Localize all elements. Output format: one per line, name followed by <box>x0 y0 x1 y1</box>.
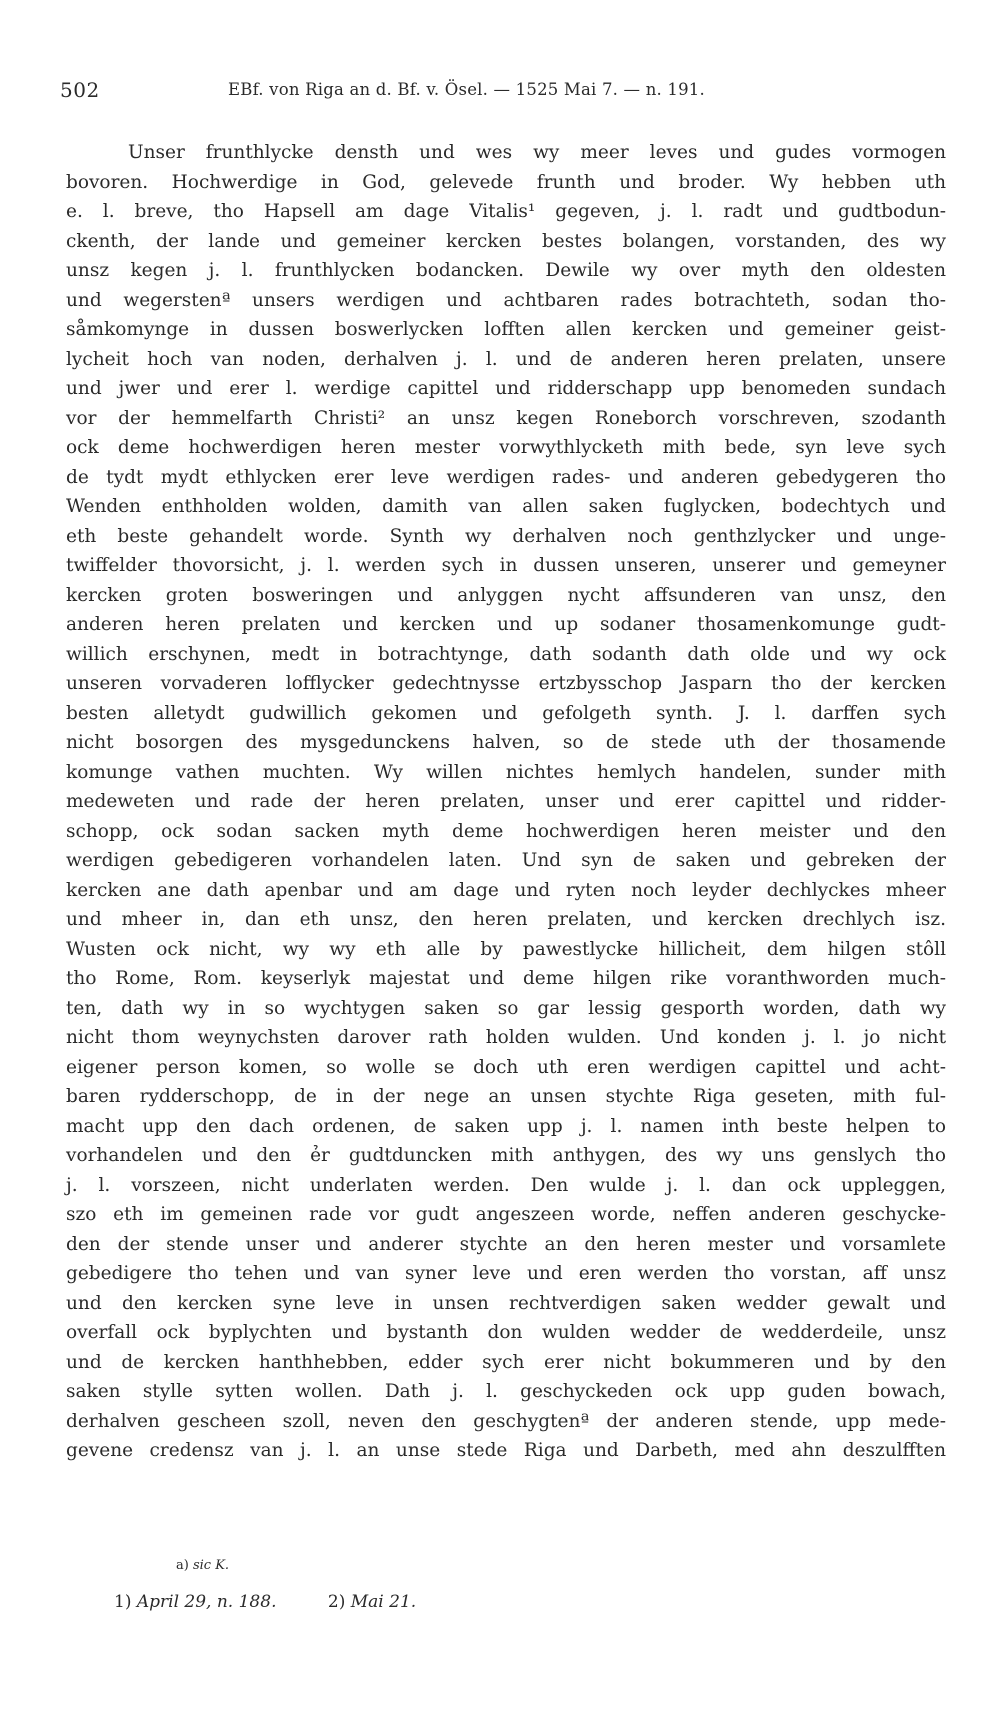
text-line: kercken groten bosweringen und anlyggen nycht affsunderen van unsz, den <box>66 584 946 606</box>
footnote-1-text: April 29, n. 188. <box>136 1592 277 1612</box>
text-line: nicht bosorgen des mysgedunckens halven, so de stede uth der thosamende <box>66 732 946 753</box>
text-line: nicht thom weynychsten darover rath holden wulden. Und konden j. l. jo nicht <box>66 1027 946 1048</box>
page-number: 502 <box>60 78 100 102</box>
text-line: medeweten und rade der heren prelaten, unser und erer capittel und ridder- <box>66 791 946 812</box>
text-line: gevene credensz van j. l. an unse stede Riga und Darbeth, med ahn deszulfften <box>66 1440 946 1461</box>
text-line: besten alletydt gudwillich gekomen und gefolgeth synth. J. l. darffen sych <box>66 702 946 724</box>
footnote-1 <box>114 1589 276 1615</box>
text-line: macht upp den dach ordenen, de saken upp j. l. namen inth beste helpen to <box>66 1115 946 1137</box>
text-line: bovoren. Hochwerdige in God, gelevede frunth und broder. Wy hebben uth <box>66 171 946 193</box>
text-line: und de kercken hanthhebben, edder sych erer nicht bokummeren und by den <box>66 1351 946 1373</box>
text-line: de tydt mydt ethlycken erer leve werdigen rades- und anderen gebedygeren tho <box>66 466 946 488</box>
text-line: und wegerstenª unsers werdigen und achtbaren rades botrachteth, sodan tho- <box>66 289 946 311</box>
text-line: eigener person komen, so wolle se doch uth eren werdigen capittel und acht- <box>66 1056 946 1078</box>
text-line: szo eth im gemeinen rade vor gudt angeszeen worde, neffen anderen geschycke- <box>66 1204 946 1225</box>
text-line: tho Rome, Rom. keyserlyk majestat und deme hilgen rike voranthworden much- <box>66 968 946 989</box>
textual-note <box>66 1555 946 1577</box>
text-line: werdigen gebedigeren vorhandelen laten. Und syn de saken und gebreken der <box>66 850 946 871</box>
text-line: und mheer in, dan eth unsz, den heren prelaten, und kercken drechlych isz. <box>66 909 946 930</box>
text-line: derhalven gescheen szoll, neven den geschygtenª der anderen stende, upp mede- <box>66 1410 946 1432</box>
footnote-2 <box>328 1589 416 1615</box>
text-line: vorhandelen und den ẻr gudtduncken mith anthygen, des wy uns genslych tho <box>66 1145 946 1166</box>
text-line: Wenden enthholden wolden, damith van allen saken fuglycken, bodechtych und <box>66 496 946 517</box>
text-line: unsz kegen j. l. frunthlycken bodancken. Dewile wy over myth den oldesten <box>66 260 946 281</box>
footnote-2-marker: 2) <box>327 1592 346 1612</box>
text-line: Wusten ock nicht, wy wy eth alle by pawestlycke hillicheit, dem hilgen stôll <box>66 938 946 960</box>
footnote-2-text: Mai 21. <box>350 1592 417 1612</box>
textual-note-marker: a) <box>176 1558 189 1573</box>
text-line: overfall ock byplychten und bystanth don wulden wedder de wedderdeile, unsz <box>66 1322 946 1343</box>
text-line: gebedigere tho tehen und van syner leve und eren werden tho vorstan, aff unsz <box>66 1263 946 1284</box>
text-line: e. l. breve, tho Hapsell am dage Vitalis¹ gegeven, j. l. radt und gudtbodun- <box>66 201 946 222</box>
text-line: unseren vorvaderen lofflycker gedechtnysse ertzbysschop Jasparn tho der kercken <box>66 673 946 694</box>
text-line: Unser frunthlycke densth und wes wy meer leves und gudes vormogen <box>128 142 946 163</box>
text-line: såmkomynge in dussen boswerlycken lofften allen kercken und gemeiner geist- <box>66 319 946 340</box>
text-line: j. l. vorszeen, nicht underlaten werden. Den wulde j. l. dan ock uppleggen, <box>66 1174 946 1196</box>
text-line: den der stende unser und anderer stychte an den heren mester und vorsamlete <box>66 1233 946 1255</box>
document-body <box>66 138 946 1466</box>
text-line: und jwer und erer l. werdige capittel und ridderschapp upp benomeden sundach <box>66 378 946 399</box>
text-line: und den kercken syne leve in unsen rechtverdigen saken wedder gewalt und <box>66 1292 946 1314</box>
text-line: twiffelder thovorsicht, j. l. werden sych in dussen unseren, unserer und gemeyner <box>66 555 946 576</box>
text-line: baren rydderschopp, de in der nege an unsen stychte Riga geseten, mith ful- <box>66 1086 946 1107</box>
text-line: kercken ane dath apenbar und am dage und ryten noch leyder dechlyckes mheer <box>66 879 946 901</box>
text-line: saken stylle sytten wollen. Dath j. l. geschyckeden ock upp guden bowach, <box>66 1381 946 1402</box>
running-head: EBf. von Riga an d. Bf. v. Ösel. — 1525 Mai 7. — n. 191. <box>228 80 705 99</box>
text-line: komunge vathen muchten. Wy willen nichtes hemlych handelen, sunder mith <box>66 761 946 783</box>
page-header <box>60 74 940 110</box>
text-line: eth beste gehandelt worde. Synth wy derhalven noch genthzlycker und unge- <box>66 525 946 547</box>
text-line: lycheit hoch van noden, derhalven j. l. und de anderen heren prelaten, unsere <box>66 348 946 370</box>
footnote-1-marker: 1) <box>114 1592 132 1612</box>
text-line: vor der hemmelfarth Christi² an unsz kegen Roneborch vorschreven, szodanth <box>66 407 946 429</box>
text-line: ten, dath wy in so wychtygen saken so gar lessig gesporth worden, dath wy <box>66 997 946 1019</box>
footnotes <box>66 1589 946 1615</box>
text-line: schopp, ock sodan sacken myth deme hochwerdigen heren meister und den <box>66 820 946 842</box>
text-line: ckenth, der lande und gemeiner kercken bestes bolangen, vorstanden, des wy <box>66 230 946 252</box>
notes-section <box>66 1555 946 1615</box>
text-line: ock deme hochwerdigen heren mester vorwythlycketh mith bede, syn leve sych <box>66 437 946 458</box>
textual-note-text: sic K. <box>192 1558 230 1573</box>
text-line: anderen heren prelaten und kercken und up sodaner thosamenkomunge gudt- <box>66 614 946 635</box>
text-line: willich erschynen, medt in botrachtynge, dath sodanth dath olde und wy ock <box>66 643 946 665</box>
